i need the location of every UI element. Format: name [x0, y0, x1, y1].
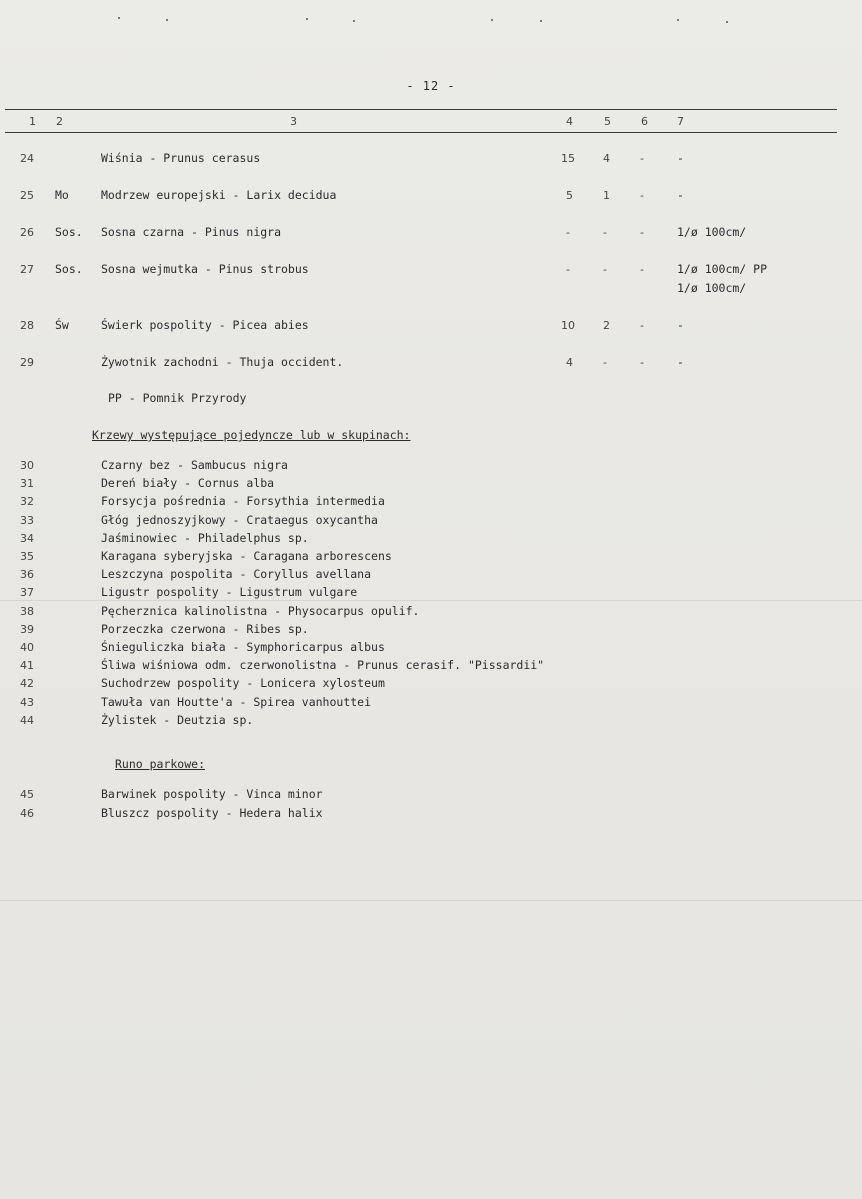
row-number: 31 — [20, 477, 34, 491]
count-col-6: - — [640, 152, 644, 165]
row-number: 42 — [20, 677, 34, 691]
remarks-col-7: 1/ø 100cm/ — [677, 225, 747, 239]
remarks-col-7: - — [677, 188, 684, 202]
shrub-name: Śliwa wiśniowa odm. czerwonolistna - Prunus cerasif. "Pissardii" — [101, 658, 545, 673]
shrub-name: Czarny bez - Sambucus nigra — [101, 458, 288, 472]
row-number: 29 — [20, 356, 34, 369]
remarks-col-7: - — [677, 318, 684, 332]
paper-speck — [540, 20, 542, 22]
row-number: 38 — [20, 604, 34, 618]
paper-speck — [726, 21, 728, 23]
paper-speck — [306, 18, 308, 20]
count-col-4: 10 — [561, 319, 575, 332]
shrub-name: Pęcherznica kalinolistna - Physocarpus opulif. — [101, 603, 420, 618]
shrub-name: Głóg jednoszyjkowy - Crataegus oxycantha — [101, 512, 378, 527]
count-col-5: 4 — [603, 152, 610, 165]
species-abbreviation: Sos. — [55, 225, 83, 239]
species-abbreviation: Sos. — [55, 262, 83, 276]
row-number: 24 — [20, 152, 34, 165]
shrub-name: Suchodrzew pospolity - Lonicera xylosteum — [101, 676, 385, 691]
row-number: 46 — [20, 807, 34, 820]
shrub-name: Leszczyna pospolita - Coryllus avellana — [101, 567, 372, 582]
row-number: 44 — [20, 713, 34, 727]
count-col-4: 15 — [561, 152, 575, 165]
column-header: 4 — [566, 115, 573, 128]
column-header: 1 — [29, 115, 36, 128]
paper-speck — [353, 20, 355, 22]
species-name: Modrzew europejski - Larix decidua — [101, 188, 337, 202]
shrub-name: Tawuła van Houtte'a - Spirea vanhouttei — [101, 694, 372, 709]
shrub-name: Forsycja pośrednia - Forsythia intermedia — [101, 494, 385, 509]
row-number: 36 — [20, 568, 34, 582]
row-number: 27 — [20, 263, 34, 276]
row-number: 37 — [20, 586, 34, 600]
species-name: Żywotnik zachodni - Thuja occident. — [101, 355, 344, 369]
shrub-name: Ligustr pospolity - Ligustrum vulgare — [101, 585, 358, 600]
remarks-col-7: - — [677, 355, 684, 369]
count-col-4: - — [566, 263, 570, 276]
species-name: Sosna czarna - Pinus nigra — [101, 225, 282, 239]
shrub-name: Karagana syberyjska - Caragana arborescens — [101, 549, 392, 563]
count-col-5: - — [603, 226, 607, 239]
count-col-5: 1 — [603, 189, 610, 202]
species-abbreviation: Mo — [55, 188, 69, 202]
column-header: 6 — [641, 115, 648, 128]
pp-legend-note: PP - Pomnik Przyrody — [108, 391, 247, 405]
row-number: 28 — [20, 319, 34, 332]
column-header: 2 — [56, 115, 63, 128]
remarks-col-7: 1/ø 100cm/ PP — [677, 262, 768, 276]
count-col-6: - — [640, 226, 644, 239]
paper-speck — [677, 19, 679, 21]
count-col-4: 5 — [566, 189, 573, 202]
paper-speck — [118, 17, 120, 19]
paper-fold — [0, 900, 862, 901]
row-number: 33 — [20, 513, 34, 527]
shrub-name: Jaśminowiec - Philadelphus sp. — [101, 530, 309, 545]
species-abbreviation: Św — [55, 318, 69, 332]
table-header-rule — [5, 132, 837, 133]
row-number: 32 — [20, 495, 34, 509]
row-number: 41 — [20, 659, 34, 673]
groundcover-heading: Runo parkowe: — [115, 757, 206, 771]
count-col-6: - — [640, 319, 644, 332]
column-header: 3 — [290, 115, 297, 128]
row-number: 39 — [20, 622, 34, 636]
shrub-name: Żylistek - Deutzia sp. — [101, 712, 254, 727]
count-col-5: 2 — [603, 319, 610, 332]
shrubs-heading: Krzewy występujące pojedyncze lub w skupinach: — [92, 428, 411, 442]
remarks-col-7: - — [677, 151, 684, 165]
count-col-5: - — [603, 356, 607, 369]
count-col-6: - — [640, 356, 644, 369]
count-col-5: - — [603, 263, 607, 276]
species-name: Wiśnia - Prunus cerasus — [101, 151, 261, 165]
column-header: 5 — [604, 115, 611, 128]
count-col-4: 4 — [566, 356, 573, 369]
paper-fold — [0, 600, 862, 601]
shrub-name: Porzeczka czerwona - Ribes sp. — [101, 621, 309, 636]
page-number: - 12 - — [406, 79, 456, 93]
remarks-col-7: 1/ø 100cm/ — [677, 281, 747, 295]
table-top-rule — [5, 109, 837, 110]
row-number: 45 — [20, 788, 34, 801]
row-number: 43 — [20, 695, 34, 709]
species-name: Sosna wejmutka - Pinus strobus — [101, 262, 309, 276]
groundcover-name: Bluszcz pospolity - Hedera halix — [101, 806, 323, 820]
paper-speck — [491, 19, 493, 21]
row-number: 34 — [20, 531, 34, 545]
count-col-6: - — [640, 189, 644, 202]
groundcover-name: Barwinek pospolity - Vinca minor — [101, 787, 323, 801]
column-header: 7 — [677, 115, 684, 128]
row-number: 30 — [20, 459, 34, 472]
row-number: 40 — [20, 641, 34, 654]
row-number: 26 — [20, 226, 34, 239]
paper-speck — [166, 19, 168, 21]
count-col-4: - — [566, 226, 570, 239]
row-number: 25 — [20, 189, 34, 202]
species-name: Świerk pospolity - Picea abies — [101, 318, 309, 332]
shrub-name: Śnieguliczka biała - Symphoricarpus albus — [101, 640, 385, 654]
row-number: 35 — [20, 550, 34, 563]
shrub-name: Dereń biały - Cornus alba — [101, 476, 275, 491]
count-col-6: - — [640, 263, 644, 276]
